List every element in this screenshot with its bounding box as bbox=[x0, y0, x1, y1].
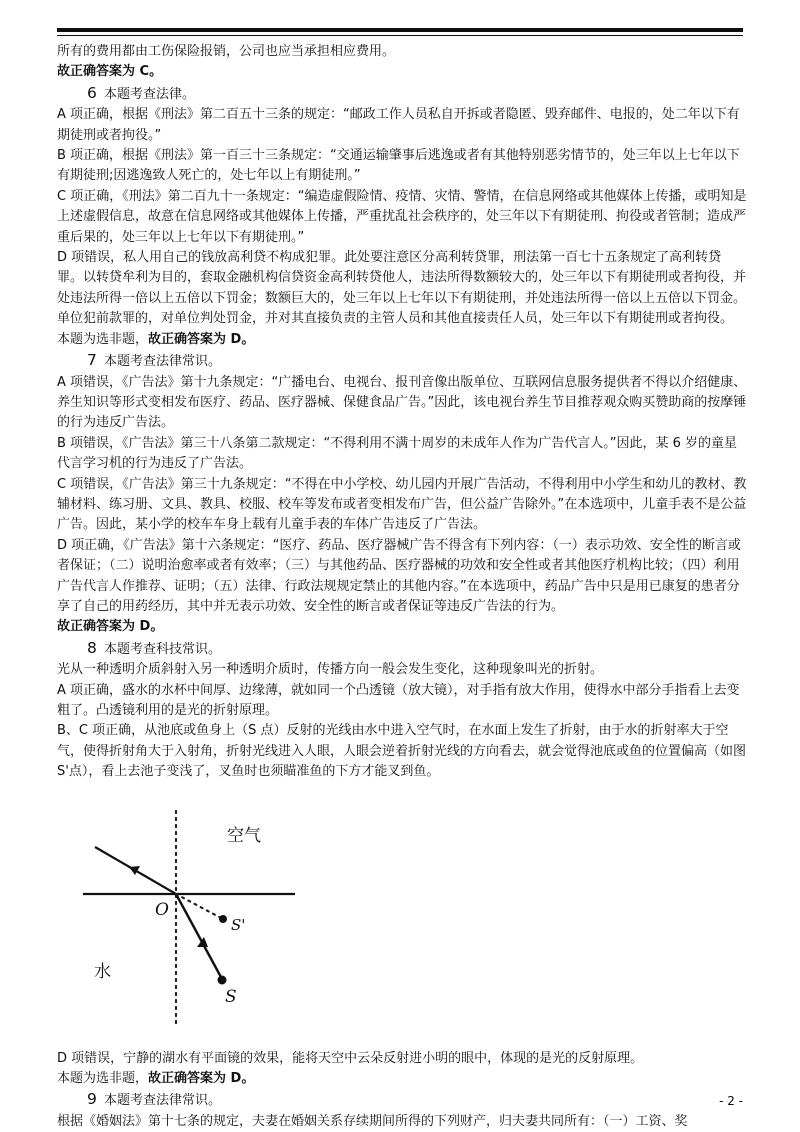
point-s-prime bbox=[219, 915, 227, 923]
answer-bold: 故正确答案为 D。 bbox=[148, 1071, 255, 1087]
question-heading bbox=[57, 1089, 747, 1111]
header-rule-thin bbox=[57, 35, 743, 36]
question-number: 8 bbox=[87, 638, 97, 657]
question-topic: 本题考查法律常识。 bbox=[99, 1093, 222, 1109]
paragraph: 根据《婚姻法》第十七条的规定，夫妻在婚姻关系存续期间所得的下列财产，归夫妻共同所有：（一）工资、奖 bbox=[57, 1113, 688, 1129]
answer-line bbox=[57, 330, 747, 350]
point-s bbox=[218, 975, 227, 984]
incident-ray bbox=[176, 894, 222, 979]
paragraph: C 项错误，《广告法》第三十九条规定：“不得在中小学校、幼儿园内开展广告活动，不得利用中小学生和幼儿的教材、教辅材料、练习册、文具、教具、校服、校车等发布或者变相发布广告，但公益广告除外。”在本选项中，儿童手表不是公益广告。因此，某小学的校车车身上载有儿童手表的车体广告违反了广告法。 bbox=[57, 476, 747, 533]
question-number: 9 bbox=[87, 1090, 97, 1109]
answer-line bbox=[57, 1069, 747, 1089]
question-heading bbox=[57, 638, 747, 660]
question-topic: 本题考查法律常识。 bbox=[99, 354, 222, 370]
answer-prefix: 本题为选非题， bbox=[57, 331, 149, 347]
answer-bold: 故正确答案为 D。 bbox=[148, 331, 255, 347]
question-heading bbox=[57, 83, 747, 105]
label-s: S bbox=[225, 986, 237, 1007]
question-number: 7 bbox=[87, 351, 97, 370]
question-heading bbox=[57, 350, 747, 372]
header-rule-thick bbox=[57, 28, 743, 32]
refraction-diagram bbox=[77, 801, 307, 1031]
answer-line: 故正确答案为 C。 bbox=[57, 64, 163, 80]
label-o: O bbox=[155, 899, 169, 920]
question-topic: 本题考查法律。 bbox=[99, 86, 196, 102]
paragraph: B 项正确，根据《刑法》第一百三十三条规定：“交通运输肇事后逃逸或者有其他特别恶劣情节的，处三年以上七年以下有期徒刑;因逃逸致人死亡的，处七年以上有期徒刑。” bbox=[57, 148, 740, 184]
answer-line: 故正确答案为 D。 bbox=[57, 619, 164, 635]
document-body bbox=[57, 42, 755, 1132]
label-air: 空气 bbox=[227, 825, 261, 846]
paragraph: B 项错误，《广告法》第三十八条第二款规定：“不得利用不满十周岁的未成年人作为广告代言人。”因此，某 6 岁的童星代言学习机的行为违反了广告法。 bbox=[57, 435, 738, 472]
label-s-prime: S' bbox=[231, 915, 246, 934]
paragraph: D 项错误，宁静的湖水有平面镜的效果，能将天空中云朵反射进小明的眼中，体现的是光的反射原理。 bbox=[57, 1050, 644, 1066]
refracted-ray-arrow bbox=[129, 866, 140, 875]
paragraph: 所有的费用都由工伤保险报销，公司也应当承担相应费用。 bbox=[57, 44, 396, 59]
question-number: 6 bbox=[87, 83, 97, 102]
question-topic: 本题考查科技常识。 bbox=[99, 641, 222, 657]
incident-ray-arrow bbox=[197, 937, 208, 947]
refraction-figure bbox=[57, 801, 747, 1041]
page-number: - 2 - bbox=[719, 1094, 743, 1108]
paragraph: A 项错误，《广告法》第十九条规定：“广播电台、电视台、报刊音像出版单位、互联网信息服务提供者不得以介绍健康、养生知识等形式变相发布医疗、药品、医疗器械、保健食品广告。”因此，该电视台养生节目推荐观众购买赞助商的按摩锤的行为违反广告法。 bbox=[57, 374, 747, 431]
answer-prefix: 本题为选非题， bbox=[57, 1071, 149, 1087]
paragraph: B、C 项正确，从池底或鱼身上（S 点）反射的光线由水中进入空气时，在水面上发生了折射，由于水的折射率大于空气，使得折射角大于入射角，折射光线进入人眼，人眼会逆着折射光线的方向看去，就会觉得池底或鱼的位置偏高（如图 S'点），看上去池子变浅了，叉鱼时也须瞄准鱼的下方才能叉到鱼。 bbox=[57, 723, 751, 780]
paragraph: C 项正确，《刑法》第二百九十一条规定：“编造虚假险情、疫情、灾情、警情，在信息网络或其他媒体上传播，或明知是上述虚假信息，故意在信息网络或其他媒体上传播，严重扰乱社会秩序的，处三年以下有期徒刑、拘役或者管制；造成严重后果的，处三年以上七年以下有期徒刑。” bbox=[57, 188, 747, 245]
label-water: 水 bbox=[94, 961, 111, 982]
paragraph: D 项正确，《广告法》第十六条规定：“医疗、药品、医疗器械广告不得含有下列内容：（一）表示功效、安全性的断言或者保证；（二）说明治愈率或者有效率；（三）与其他药品、医疗器械的功效和安全性或者其他医疗机构比较；（四）利用广告代言人作推荐、证明；（五）法律、行政法规规定禁止的其他内容。”在本选项中，药品广告中只是用已康复的患者分享了自己的用药经历，其中并无表示功效、安全性的断言或者保证等违反广告法的行为。 bbox=[57, 537, 741, 614]
paragraph: 光从一种透明介质斜射入另一种透明介质时，传播方向一般会发生变化，这种现象叫光的折射。 bbox=[57, 662, 604, 678]
paragraph: D 项错误，私人用自己的钱放高利贷不构成犯罪。此处要注意区分高利转贷罪，刑法第一百七十五条规定了高利转贷罪。以转贷牟利为目的，套取金融机构信贷资金高利转贷他人，违法所得数额较大的，处三年以下有期徒刑或者拘役，并处违法所得一倍以上五倍以下罚金；数额巨大的，处三年以上七年以下有期徒刑，并处违法所得一倍以上五倍以下罚金。 单位犯前款罪的，对单位判处罚金，并对其直接负责的主管人员和其他直接责任人员，处三年以下有期徒刑或者拘役。 bbox=[57, 250, 755, 327]
paragraph: A 项正确，根据《刑法》第二百五十三条的规定：“邮政工作人员私自开拆或者隐匿、毁弃邮件、电报的，处二年以下有期徒刑或者拘役。” bbox=[57, 107, 740, 143]
paragraph: A 项正确，盛水的水杯中间厚、边缘薄，就如同一个凸透镜（放大镜），对手指有放大作用，使得水中部分手指看上去变粗了。凸透镜利用的是光的折射原理。 bbox=[57, 682, 740, 718]
